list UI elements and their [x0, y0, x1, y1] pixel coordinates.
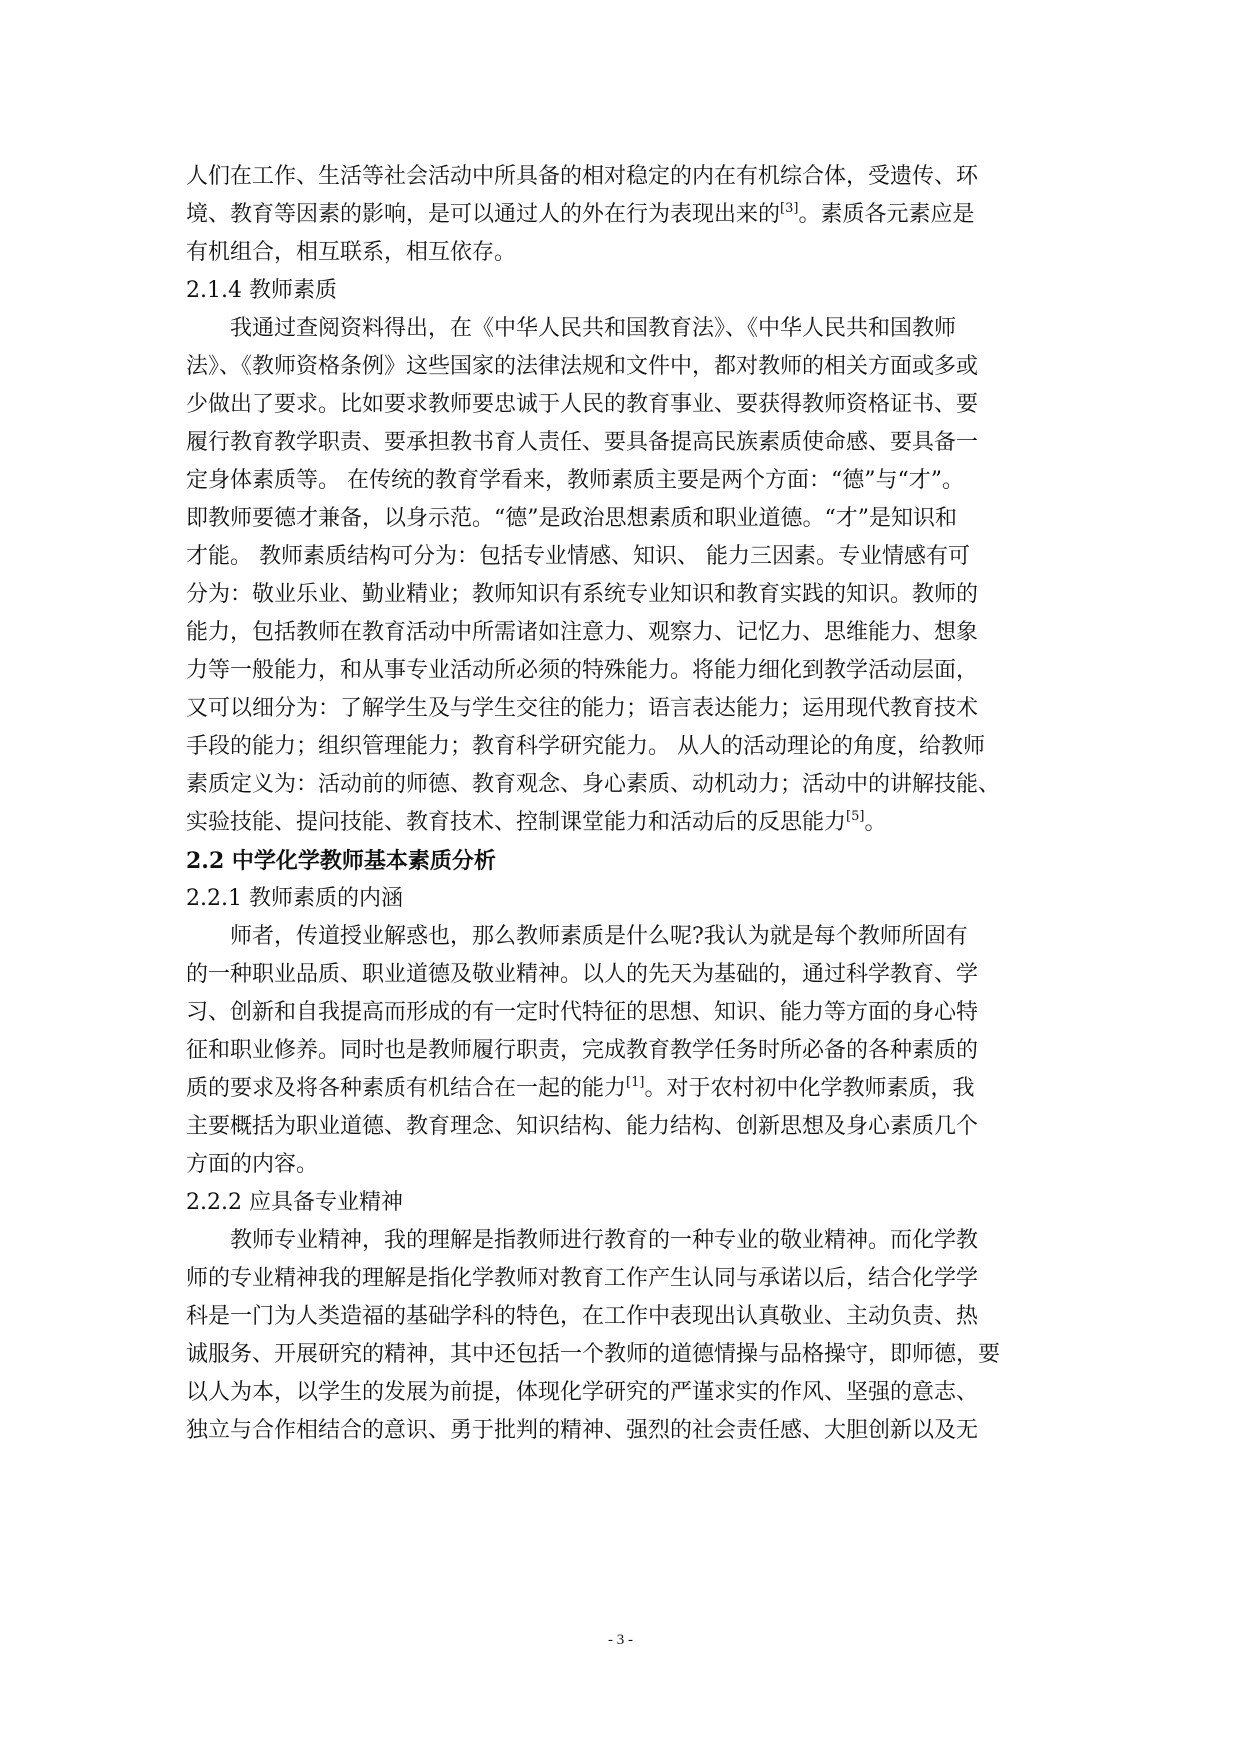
- paragraph-line: 征和职业修养。同时也是教师履行职责，完成教育教学任务时所必备的各种素质的: [186, 1038, 979, 1063]
- paragraph-line: 即教师要德才兼备，以身示范。“德”是政治思想素质和职业道德。“才”是知识和: [186, 506, 957, 531]
- section-heading-2-2: 2.2 中学化学教师基本素质分析: [186, 848, 496, 874]
- citation-ref: [1]: [626, 1075, 645, 1090]
- paragraph-line: 手段的能力；组织管理能力；教育科学研究能力。 从人的活动理论的角度，给教师: [186, 734, 985, 759]
- paragraph-line: 法》、《教师资格条例》这些国家的法律法规和文件中，都对教师的相关方面或多或: [186, 354, 979, 379]
- paragraph-line: 能力，包括教师在教育活动中所需诸如注意力、观察力、记忆力、思维能力、想象: [186, 620, 979, 645]
- text-run: 境、教育等因素的影响，是可以通过人的外在行为表现出来的: [186, 202, 781, 227]
- citation-ref: [5]: [846, 809, 865, 824]
- paragraph-line: 以人为本，以学生的发展为前提，体现化学研究的严谨求实的作风、坚强的意志、: [186, 1380, 979, 1405]
- paragraph-line: 科是一门为人类造福的基础学科的特色，在工作中表现出认真敬业、主动负责、热: [186, 1304, 979, 1329]
- paragraph-line: 又可以细分为：了解学生及与学生交往的能力；语言表达能力；运用现代教育技术: [186, 696, 979, 721]
- text-run: 。素质各元素应是: [798, 202, 975, 227]
- paragraph-line: 少做出了要求。比如要求教师要忠诚于人民的教育事业、要获得教师资格证书、要: [186, 392, 979, 417]
- paragraph-line: [186, 1070, 1091, 1108]
- paragraph-line: 主要概括为职业道德、教育理念、知识结构、能力结构、创新思想及身心素质几个: [186, 1114, 979, 1139]
- paragraph-line: 力等一般能力，和从事专业活动所必须的特殊能力。将能力细化到教学活动层面，: [186, 658, 979, 683]
- paragraph-line: 师的专业精神我的理解是指化学教师对教育工作产生认同与承诺以后，结合化学学: [186, 1266, 979, 1291]
- citation-ref: [3]: [780, 201, 799, 216]
- paragraph-line: 人们在工作、生活等社会活动中所具备的相对稳定的内在有机综合体，受遗传、环: [186, 164, 979, 189]
- section-heading-2-2-2: 2.2.2 应具备专业精神: [186, 1190, 403, 1215]
- paragraph-line: 才能。 教师素质结构可分为：包括专业情感、知识、 能力三因素。专业情感有可: [186, 544, 970, 569]
- paragraph-line: 师者，传道授业解惑也，那么教师素质是什么呢?我认为就是每个教师所固有: [230, 924, 968, 949]
- paragraph-line: 素质定义为：活动前的师德、教育观念、身心素质、动机动力；活动中的讲解技能、: [186, 772, 1001, 797]
- text-run: 实验技能、提问技能、教育技术、控制课堂能力和活动后的反思能力: [186, 810, 847, 835]
- paragraph-line: 定身体素质等。 在传统的教育学看来，教师素质主要是两个方面：“德”与“才”。: [186, 468, 964, 493]
- paragraph-line: 有机组合，相互联系，相互依存。: [186, 240, 517, 265]
- section-heading-2-2-1: 2.2.1 教师素质的内涵: [186, 886, 403, 911]
- paragraph-line: [186, 196, 1091, 234]
- paragraph-line: 分为：敬业乐业、勤业精业；教师知识有系统专业知识和教育实践的知识。教师的: [186, 582, 979, 607]
- paragraph-line: 的一种职业品质、职业道德及敬业精神。以人的先天为基础的，通过科学教育、学: [186, 962, 979, 987]
- paragraph-line: 我通过查阅资料得出，在《中华人民共和国教育法》、《中华人民共和国教师: [230, 316, 957, 341]
- paragraph-line: 履行教育教学职责、要承担教书育人责任、要具备提高民族素质使命感、要具备一: [186, 430, 979, 455]
- paragraph-line: 教师专业精神，我的理解是指教师进行教育的一种专业的敬业精神。而化学教: [230, 1228, 979, 1253]
- paragraph-line: 习、创新和自我提高而形成的有一定时代特征的思想、知识、能力等方面的身心特: [186, 1000, 979, 1025]
- section-heading-2-1-4: 2.1.4 教师素质: [186, 278, 337, 303]
- paragraph-line: 独立与合作相结合的意识、勇于批判的精神、强烈的社会责任感、大胆创新以及无: [186, 1418, 979, 1443]
- text-run: 。对于农村初中化学教师素质，我: [644, 1076, 975, 1101]
- paragraph-line: 诚服务、开展研究的精神，其中还包括一个教师的道德情操与品格操守，即师德，要: [186, 1342, 1001, 1367]
- paragraph-line: 方面的内容。: [186, 1152, 319, 1177]
- text-run: 质的要求及将各种素质有机结合在一起的能力: [186, 1076, 627, 1101]
- paragraph-line: [186, 804, 1091, 842]
- page-number: - 3 -: [608, 1632, 633, 1648]
- text-run: 。: [864, 810, 887, 835]
